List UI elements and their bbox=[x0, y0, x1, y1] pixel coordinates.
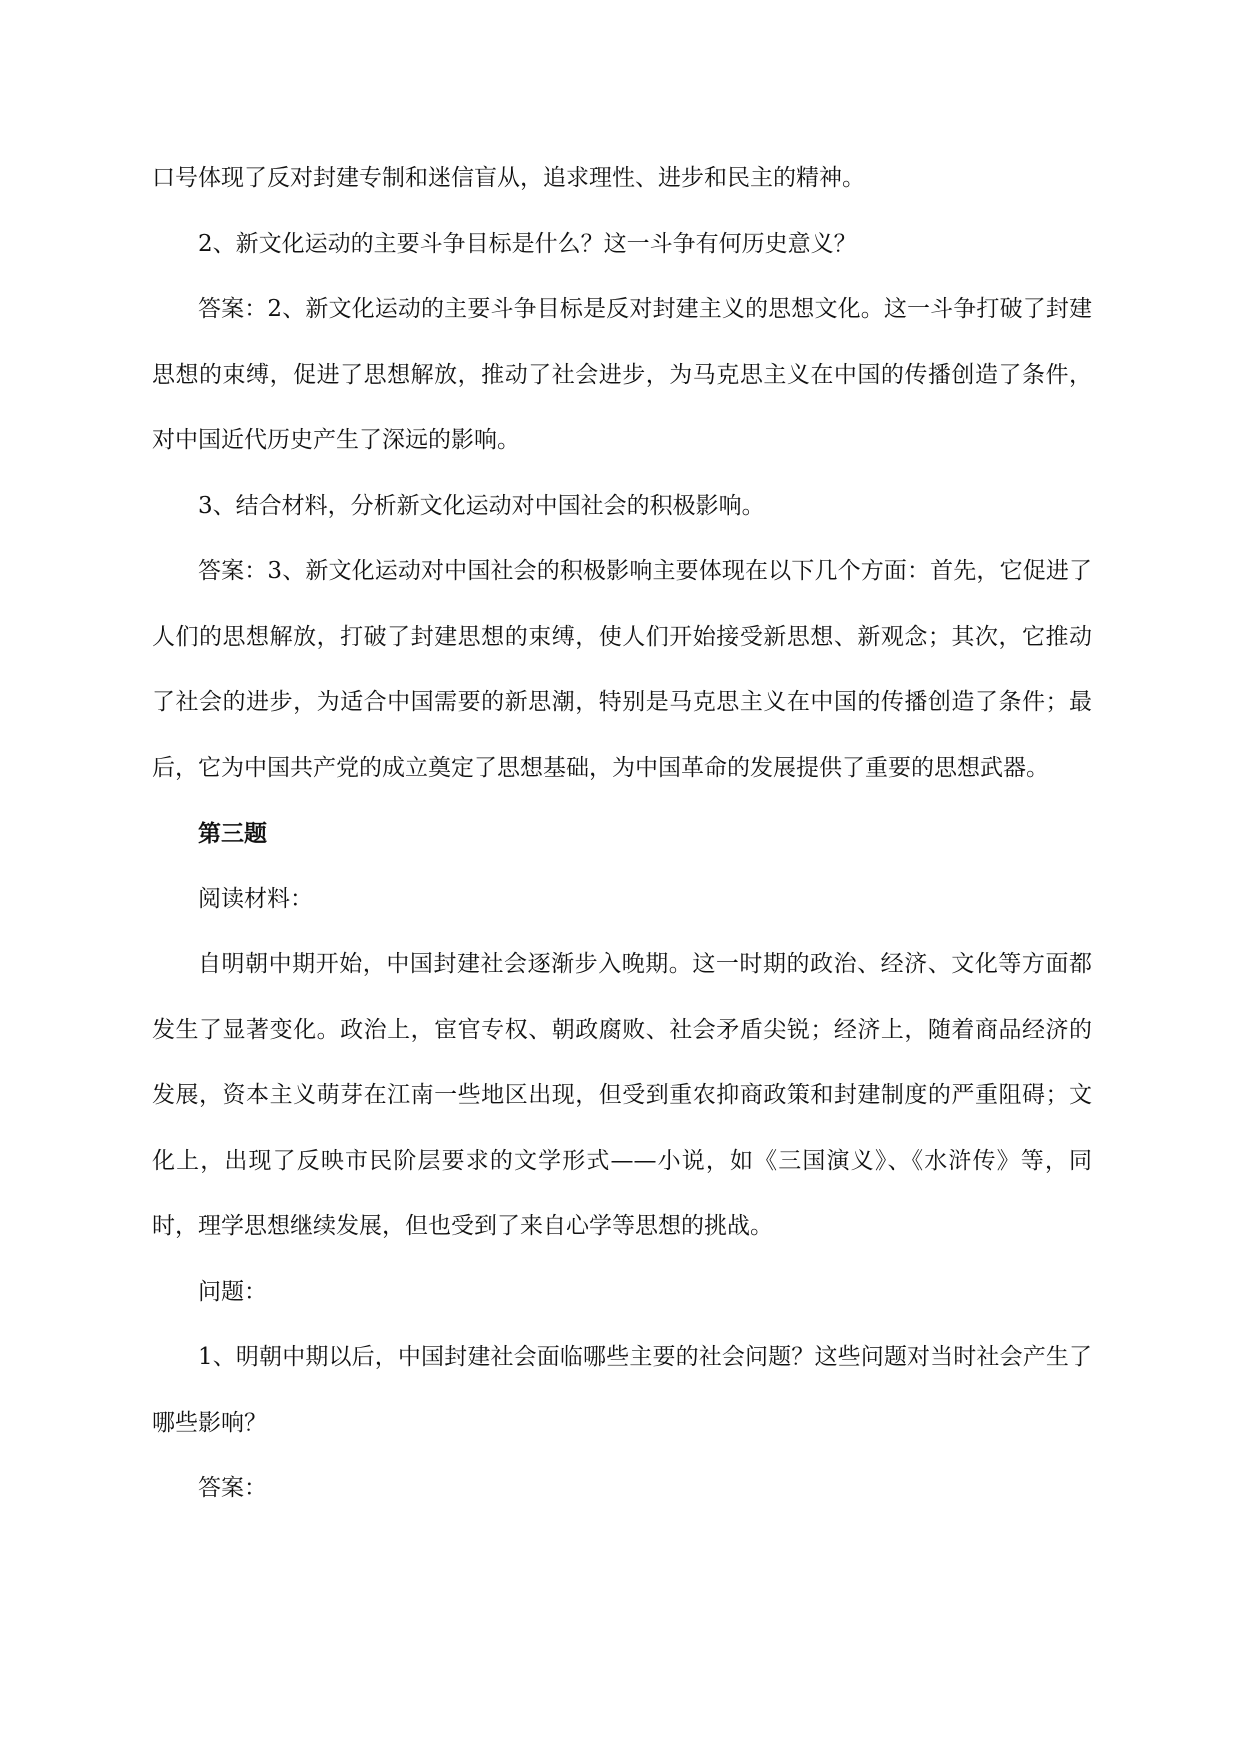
question-1: 1、明朝中期以后，中国封建社会面临哪些主要的社会问题？这些问题对当时社会产生了哪些影响？ bbox=[152, 1344, 1092, 1436]
answer-2: 答案：2、新文化运动的主要斗争目标是反对封建主义的思想文化。这一斗争打破了封建思想的束缚，促进了思想解放，推动了社会进步，为马克思主义在中国的传播创造了条件，对中国近代历史产生了深远的影响。 bbox=[152, 296, 1092, 453]
section-heading-third-question: 第三题 bbox=[198, 820, 267, 847]
document-body bbox=[152, 146, 1092, 1522]
continued-answer-text: 口号体现了反对封建专制和迷信盲从，追求理性、进步和民主的精神。 bbox=[152, 165, 865, 191]
answer-label: 答案： bbox=[198, 1475, 267, 1501]
question-3: 3、结合材料，分析新文化运动对中国社会的积极影响。 bbox=[198, 492, 765, 519]
reading-material-label: 阅读材料： bbox=[198, 885, 313, 912]
answer-3: 答案：3、新文化运动对中国社会的积极影响主要体现在以下几个方面：首先，它促进了人们的思想解放，打破了封建思想的束缚，使人们开始接受新思想、新观念；其次，它推动了社会的进步，为适合中国需要的新思潮，特别是马克思主义在中国的传播创造了条件；最后，它为中国共产党的成立奠定了思想基础，为中国革命的发展提供了重要的思想武器。 bbox=[152, 558, 1092, 781]
question-2: 2、新文化运动的主要斗争目标是什么？这一斗争有何历史意义？ bbox=[198, 230, 857, 257]
questions-label: 问题： bbox=[198, 1278, 267, 1305]
reading-material-text: 自明朝中期开始，中国封建社会逐渐步入晚期。这一时期的政治、经济、文化等方面都发生了显著变化。政治上，宦官专权、朝政腐败、社会矛盾尖锐；经济上，随着商品经济的发展，资本主义萌芽在江南一些地区出现，但受到重农抑商政策和封建制度的严重阻碍；文化上，出现了反映市民阶层要求的文学形式——小说，如《三国演义》、《水浒传》等，同时，理学思想继续发展，但也受到了来自心学等思想的挑战。 bbox=[152, 951, 1092, 1239]
